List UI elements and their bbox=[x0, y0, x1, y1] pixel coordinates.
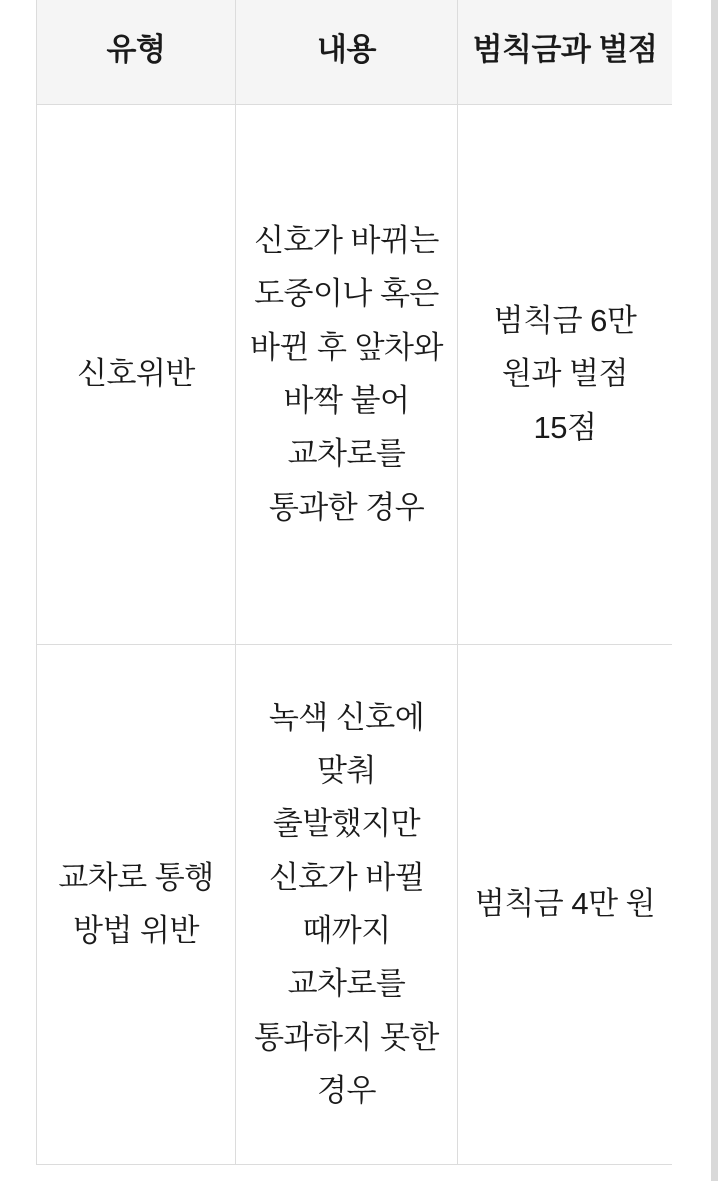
table-header-row bbox=[37, 0, 673, 104]
cell-violation-penalty: 범칙금 4만 원 bbox=[458, 644, 673, 1164]
column-header-content: 내용 bbox=[236, 0, 458, 104]
table-body bbox=[37, 104, 673, 1164]
traffic-fine-table bbox=[36, 0, 673, 1165]
cell-violation-penalty: 범칙금 6만 원과 벌점 15점 bbox=[458, 104, 673, 644]
cell-violation-description bbox=[236, 644, 458, 1164]
column-header-type: 유형 bbox=[37, 0, 236, 104]
fine-table-container bbox=[36, 0, 672, 1165]
cell-violation-type: 신호위반 bbox=[37, 104, 236, 644]
cell-violation-description bbox=[236, 104, 458, 644]
vertical-scrollbar[interactable] bbox=[711, 0, 718, 1181]
cell-violation-type: 교차로 통행방법 위반 bbox=[37, 644, 236, 1164]
left-margin bbox=[0, 0, 36, 1181]
description-text: 녹색 신호에 맞춰 출발했지만 신호가 바뀔 때까지 교차로를 통과하지 못한 경우 bbox=[254, 699, 439, 1108]
description-text: 신호가 바뀌는 도중이나 혹은 바뀐 후 앞차와 바짝 붙어 교차로를 통과한 경우 bbox=[250, 223, 443, 525]
table-header bbox=[37, 0, 673, 104]
table-row bbox=[37, 644, 673, 1164]
column-header-penalty: 범칙금과 벌점 bbox=[458, 0, 673, 104]
table-row bbox=[37, 104, 673, 644]
